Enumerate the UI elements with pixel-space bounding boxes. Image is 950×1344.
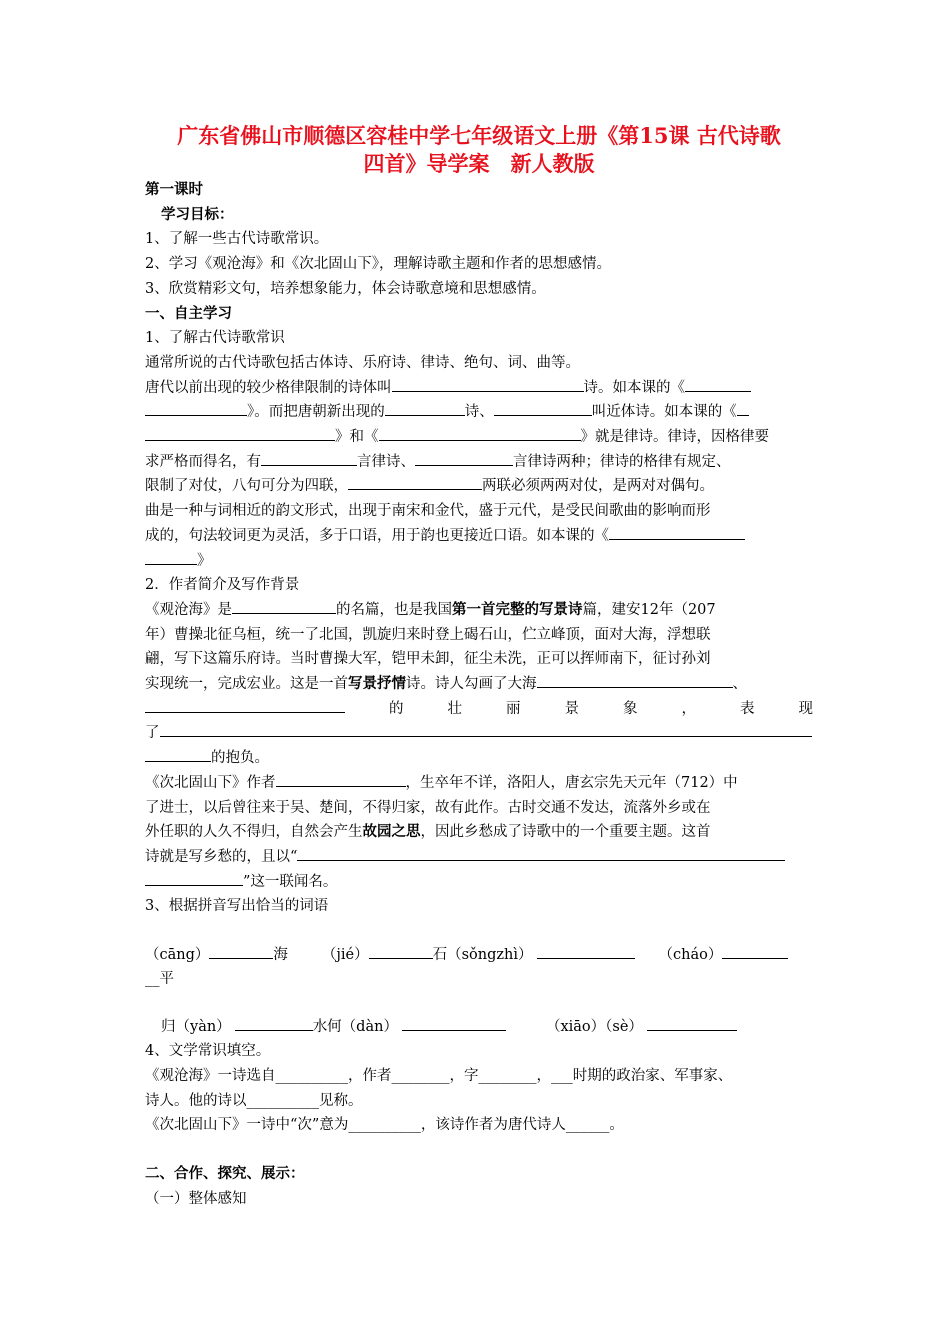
section-2-sub-1: （一）整体感知 — [145, 1190, 247, 1207]
title-line-1: 广东省佛山市顺德区容桂中学七年级语文上册《第15课 古代诗歌 — [177, 123, 781, 148]
paragraph-line: 》 — [145, 549, 813, 574]
sub-heading-3: 3、根据拼音写出恰当的词语 — [145, 898, 329, 915]
blank[interactable] — [685, 376, 751, 392]
paragraph-line: 翩，写下这篇乐府诗。当时曹操大军，铠甲未卸，征尘未洗，正可以挥师南下，征讨孙刘 — [145, 651, 711, 668]
blank[interactable] — [402, 1015, 506, 1031]
blank[interactable] — [537, 943, 635, 959]
pinyin-row-1: （cāng） 海 （jié） 石（sǒngzhì） （cháo） — [145, 943, 813, 967]
sub-heading-1: 1、了解古代诗歌常识 — [145, 330, 285, 347]
blank[interactable] — [235, 1015, 313, 1031]
sub-heading-2: 2．作者简介及写作背景 — [145, 577, 300, 594]
blank[interactable] — [145, 870, 243, 886]
goals-label: 学习目标： — [161, 205, 234, 223]
paragraph-line: 限制了对仗，八句可分为四联， 两联必须两两对仗，是两对对偶句。 — [145, 474, 813, 499]
paragraph-line: 了进士，以后曾往来于吴、楚间，不得归家，故有此作。古时交通不发达，流落外乡或在 — [145, 799, 711, 816]
blank[interactable] — [209, 943, 273, 959]
quiz-line: 《次北固山下》一诗中“次”意为__________，该诗作者为唐代诗人______。 — [145, 1117, 624, 1134]
paragraph-line: 《次北固山下》作者 ，生卒年不详，洛阳人，唐玄宗先天元年（712）中 — [145, 771, 813, 796]
blank[interactable] — [609, 524, 745, 540]
paragraph-line: 曲是一种与词相近的韵文形式，出现于南宋和金代，盛于元代，是受民间歌曲的影响而形 — [145, 503, 711, 520]
paragraph-line: 实现统一，完成宏业。这是一首写景抒情诗。诗人勾画了大海 、 — [145, 672, 813, 697]
goal-3: 3、欣赏精彩文句，培养想象能力，体会诗歌意境和思想感情。 — [145, 280, 546, 297]
paragraph-line: 了 — [145, 721, 813, 746]
blank[interactable] — [232, 598, 336, 614]
paragraph-line: 成的，句法较词更为灵活，多于口语，用于韵也更接近口语。如本课的《 — [145, 524, 813, 549]
blank[interactable] — [737, 400, 749, 416]
title-line-2: 四首》导学案 新人教版 — [363, 151, 595, 176]
blank[interactable] — [276, 771, 406, 787]
quiz-line: 诗人。他的诗以__________见称。 — [145, 1092, 363, 1109]
blank[interactable] — [145, 697, 345, 713]
paragraph-line: 》和《 》就是律诗。律诗，因格律要 — [145, 425, 813, 450]
paragraph-line: ”这一联闻名。 — [145, 870, 813, 895]
blank[interactable] — [160, 721, 812, 737]
paragraph-line: 》。而把唐朝新出现的 诗、 叫近体诗。如本课的《 — [145, 400, 813, 425]
goal-2: 2、学习《观沧海》和《次北固山下》，理解诗歌主题和作者的思想感情。 — [145, 256, 611, 273]
blank[interactable] — [494, 400, 592, 416]
blank[interactable] — [385, 400, 465, 416]
blank[interactable] — [261, 450, 357, 466]
blank[interactable] — [369, 943, 433, 959]
document-page — [145, 122, 813, 1211]
blank[interactable] — [537, 672, 733, 688]
section-2-heading: 二、合作、探究、展示： — [145, 1164, 305, 1182]
blank[interactable] — [145, 425, 335, 441]
blank[interactable] — [392, 376, 584, 392]
paragraph-line: 求严格而得名，有 言律诗、 言律诗两种；律诗的格律有规定、 — [145, 450, 813, 475]
paragraph-line: 诗就是写乡愁的，且以“ — [145, 845, 813, 870]
blank[interactable] — [415, 450, 513, 466]
quiz-line: 《观沧海》一诗选自__________，作者________，字________，___时期的政治家、军事家、 — [145, 1067, 733, 1084]
pinyin-row-1-cont: __平 — [145, 971, 174, 988]
paragraph-line: 外任职的人久不得归，自然会产生故园之思，因此乡愁成了诗歌中的一个重要主题。这首 — [145, 823, 711, 841]
paragraph-line: 年）曹操北征乌桓，统一了北国，凯旋归来时登上碣石山，伫立峰顶，面对大海，浮想联 — [145, 626, 711, 643]
blank[interactable] — [379, 425, 581, 441]
lesson-label: 第一课时 — [145, 181, 203, 198]
document-title — [145, 122, 813, 178]
sub-heading-4: 4、文学常识填空。 — [145, 1043, 271, 1060]
paragraph-line: 唐代以前出现的较少格律限制的诗体叫 诗。如本课的《 — [145, 376, 813, 401]
blank[interactable] — [145, 549, 197, 565]
paragraph-line: 的抱负。 — [145, 746, 813, 771]
blank[interactable] — [348, 474, 482, 490]
pinyin-row-2: 归（yàn） 水何（dàn） （xiāo）（sè） — [145, 1015, 813, 1039]
blank[interactable] — [145, 400, 247, 416]
blank[interactable] — [297, 845, 785, 861]
blank[interactable] — [647, 1015, 737, 1031]
blank[interactable] — [722, 943, 788, 959]
section-1-heading: 一、自主学习 — [145, 304, 232, 322]
paragraph-line: 的 壮 丽 景 象 ， 表 现 — [145, 697, 813, 722]
goal-1: 1、了解一些古代诗歌常识。 — [145, 231, 329, 248]
blank[interactable] — [145, 746, 211, 762]
paragraph-line: 《观沧海》是 的名篇，也是我国第一首完整的写景诗篇，建安12年（207 — [145, 598, 813, 623]
paragraph-text: 通常所说的古代诗歌包括古体诗、乐府诗、律诗、绝句、词、曲等。 — [145, 354, 580, 371]
